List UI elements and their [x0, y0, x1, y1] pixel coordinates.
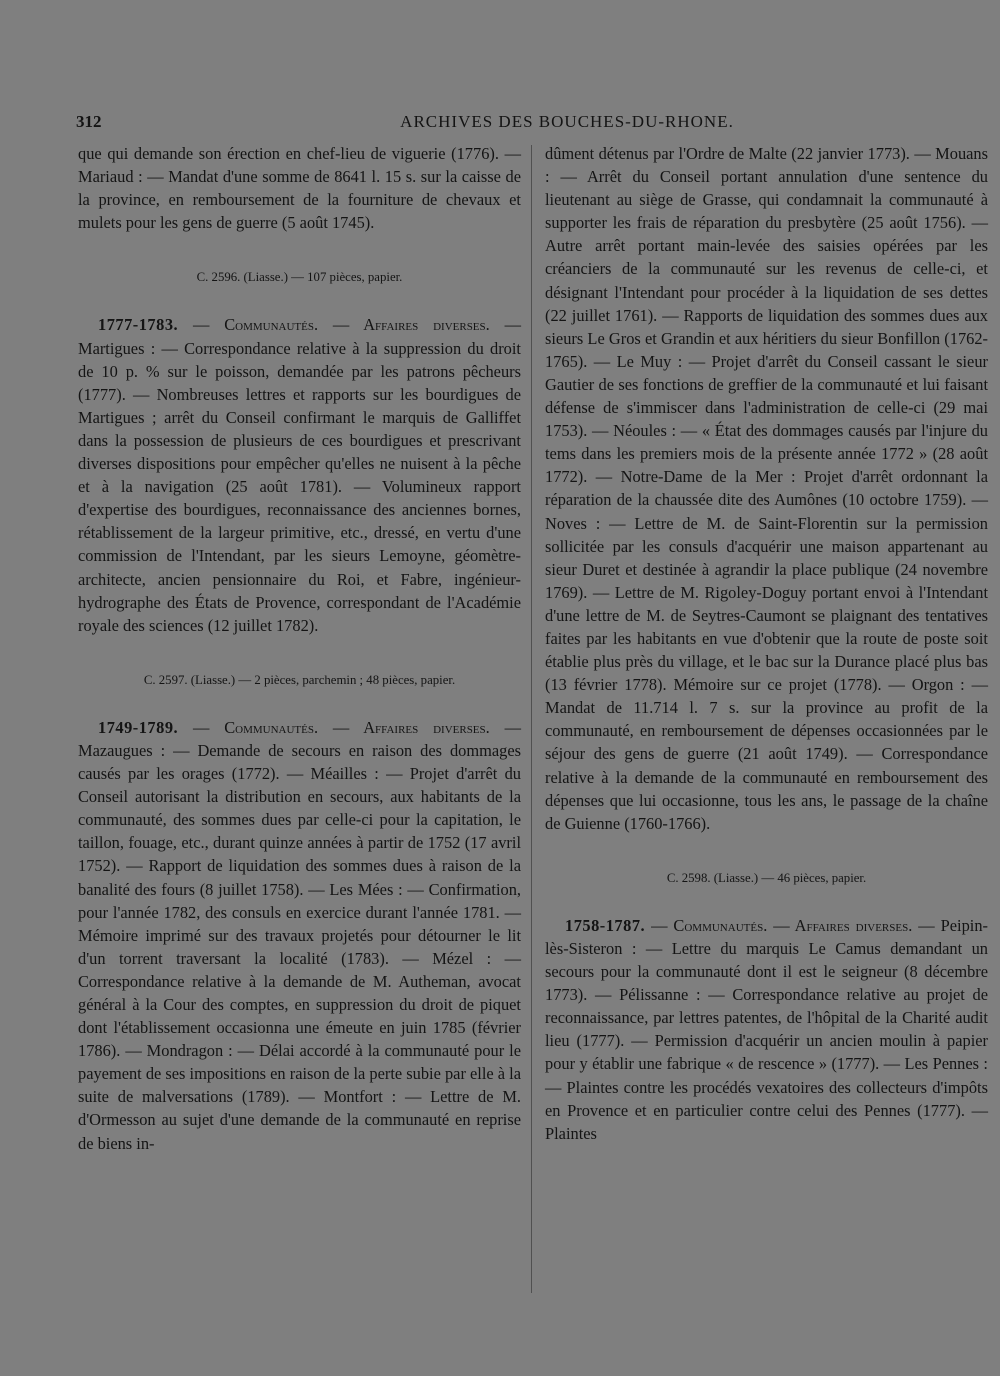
- entry-dates: 1749-1789.: [98, 717, 179, 737]
- left-column: [78, 142, 521, 1155]
- entry-body: — Martigues : — Correspondance relative à la suppression du droit de 10 p. % sur le poisson, demandée par les patrons pêcheurs (1777). — Nombreuses lettres et rapports sur les bourdigues de Martigues ; arrêt du Conseil confirmant le marquis de Galliffet dans la possession de plusieurs de ces bourdigues et prescrivant diverses dispositions pour empêcher qu'elles ne nuisent à la pêche et à la navigation (25 août 1781). — Volumineux rapport d'expertise des bourdigues, reconnaissance des anciennes bornes, rétablissement de la largeur primitive, etc., dressé, en vertu d'une commission de l'Intendant, par les sieurs Lemoyne, géomètre-architecte, ancien pensionnaire du Roi, et Fabre, ingénieur-hydrographe des États de Provence, correspondant de l'Académie royale des sciences (12 juillet 1782).: [78, 315, 521, 635]
- page-header: [76, 112, 988, 138]
- entry-2596: [78, 313, 521, 636]
- cote-2596: C. 2596. (Liasse.) — 107 pièces, papier.: [196, 270, 403, 285]
- entry-body: Peipin-lès-Sisteron : — Lettre du marquis Le Camus demandant un secours pour la communauté dont il est le seigneur (8 décembre 1773). — Pélissanne : — Correspondance relative au projet de reconnaissance, par lettres patentes, de l'hôpital de la Charité audit lieu (1777). — Permission d'acquérir un ancien moulin à papier pour y établir une fabrique « de rescence » (1777). — Les Pennes : — Plaintes contre les procédés vexatoires des collecteurs d'impôts en Provence et en particulier contre celui des Pennes (1777). — Plaintes: [545, 915, 988, 1143]
- entry-2598: [545, 914, 988, 1145]
- running-title: ARCHIVES DES BOUCHES-DU-RHONE.: [400, 112, 734, 131]
- entry-category: — Communautés. — Affaires diverses. —: [651, 915, 935, 935]
- cote-2598: C. 2598. (Liasse.) — 46 pièces, papier.: [666, 870, 867, 885]
- page-number: 312: [76, 112, 102, 131]
- entry-dates: 1758-1787.: [565, 915, 646, 935]
- continuation-text: dûment détenus par l'Ordre de Malte (22 janvier 1773). — Mouans : — Arrêt du Conseil portant annulation d'une sentence du lieutenant au siège de Grasse, qui condamnait la communauté à supporter les frais de réparation du presbytère (25 août 1756). — Autre arrêt portant main-levée des saisies opérées par les créanciers de la communauté sur les revenus de celle-ci, et désignant l'Intendant pour procéder à la liquidation de ses dettes (22 juillet 1761). — Rapports de liquidation des sommes dues aux sieurs Le Gros et Grandin et aux héritiers du sieur Bonfillon (1762-1765). — Le Muy : — Projet d'arrêt du Conseil cassant le sieur Gautier de ses fonctions de greffier de la communauté et lui faisant défense de s'immiscer dans l'administration de celle-ci (29 mai 1753). — Néoules : — « État des dommages causés par l'injure du tems dans les premiers mois de la présente année 1772 » (28 août 1772). — Notre-Dame de la Mer : Projet d'arrêt ordonnant la réparation de la chaussée dite des Aumônes (10 octobre 1759). — Noves : — Lettre de M. de Saint-Florentin sur la permission sollicitée par les consuls d'acquérir une maison appartenant au sieur Duret et destinée à agrandir la place publique (24 novembre 1769). — Lettre de M. Rigoley-Doguy portant envoi à l'Intendant d'une lettre de M. de Seytres-Caumont se plaignant des tentatives faites par les habitants en vue d'obtenir que la route de poste soit établie plus près du village, et le bac sur la Durance placé plus bas (13 février 1778). Mémoire sur ce projet (1778). — Orgon : — Mandat de 11.714 l. 7 s. sur la province au profit de la communauté, en remboursement de dépenses occasionnées par le séjour des gens de guerre (21 août 1749). — Correspondance relative à la demande de la communauté en remboursement des dépenses que lui occasionne, tous les ans, le passage de la chaîne de Guienne (1760-1766).: [545, 144, 988, 833]
- entry-body: — Mazaugues : — Demande de secours en raison des dommages causés par les orages (1772). — Méailles : — Projet d'arrêt du Conseil autorisant la distribution en secours, aux habitants de la communauté, des sommes dues par celle-ci pour la capitation, le taillon, fouage, etc., durant quinze années à partir de 1752 (17 avril 1752). — Rapport de liquidation des sommes dues à raison de la banalité des fours (8 juillet 1758). — Les Mées : — Confirmation, pour l'année 1782, des consuls en exercice durant l'année 1781. — Mémoire imprimé sur des travaux projetés pour détourner le lit d'un torrent traversant la localité (1783). — Mézel : — Correspondance relative à la demande de M. Autheman, avocat général à la Cour des comptes, en suppression du droit de piquet dont l'établissement occasionna une émeute en juin 1785 (février 1786). — Mondragon : — Délai accordé à la communauté pour le payement de ses impositions en raison de la perte subie par elle à la suite de malversations (1789). — Montfort : — Lettre de M. d'Ormesson au sujet d'une demande de la communauté en reprise de biens in-: [78, 717, 521, 1153]
- entry-2597: [78, 716, 521, 1155]
- entry-dates: 1777-1783.: [98, 315, 179, 335]
- cote-2597: C. 2597. (Liasse.) — 2 pièces, parchemin ; 48 pièces, papier.: [143, 672, 456, 687]
- right-column: [545, 142, 988, 1145]
- entry-category: — Communautés. — Affaires diverses.: [192, 717, 490, 737]
- entry-category: — Communautés. — Affaires diverses.: [192, 315, 490, 335]
- column-divider: [531, 145, 532, 1293]
- continuation-text: que qui demande son érection en chef-lieu de viguerie (1776). — Mariaud : — Mandat d'une somme de 8641 l. 15 s. sur la caisse de la province, en remboursement de la fourniture de chevaux et mulets pour les gens de guerre (5 août 1745).: [78, 144, 521, 233]
